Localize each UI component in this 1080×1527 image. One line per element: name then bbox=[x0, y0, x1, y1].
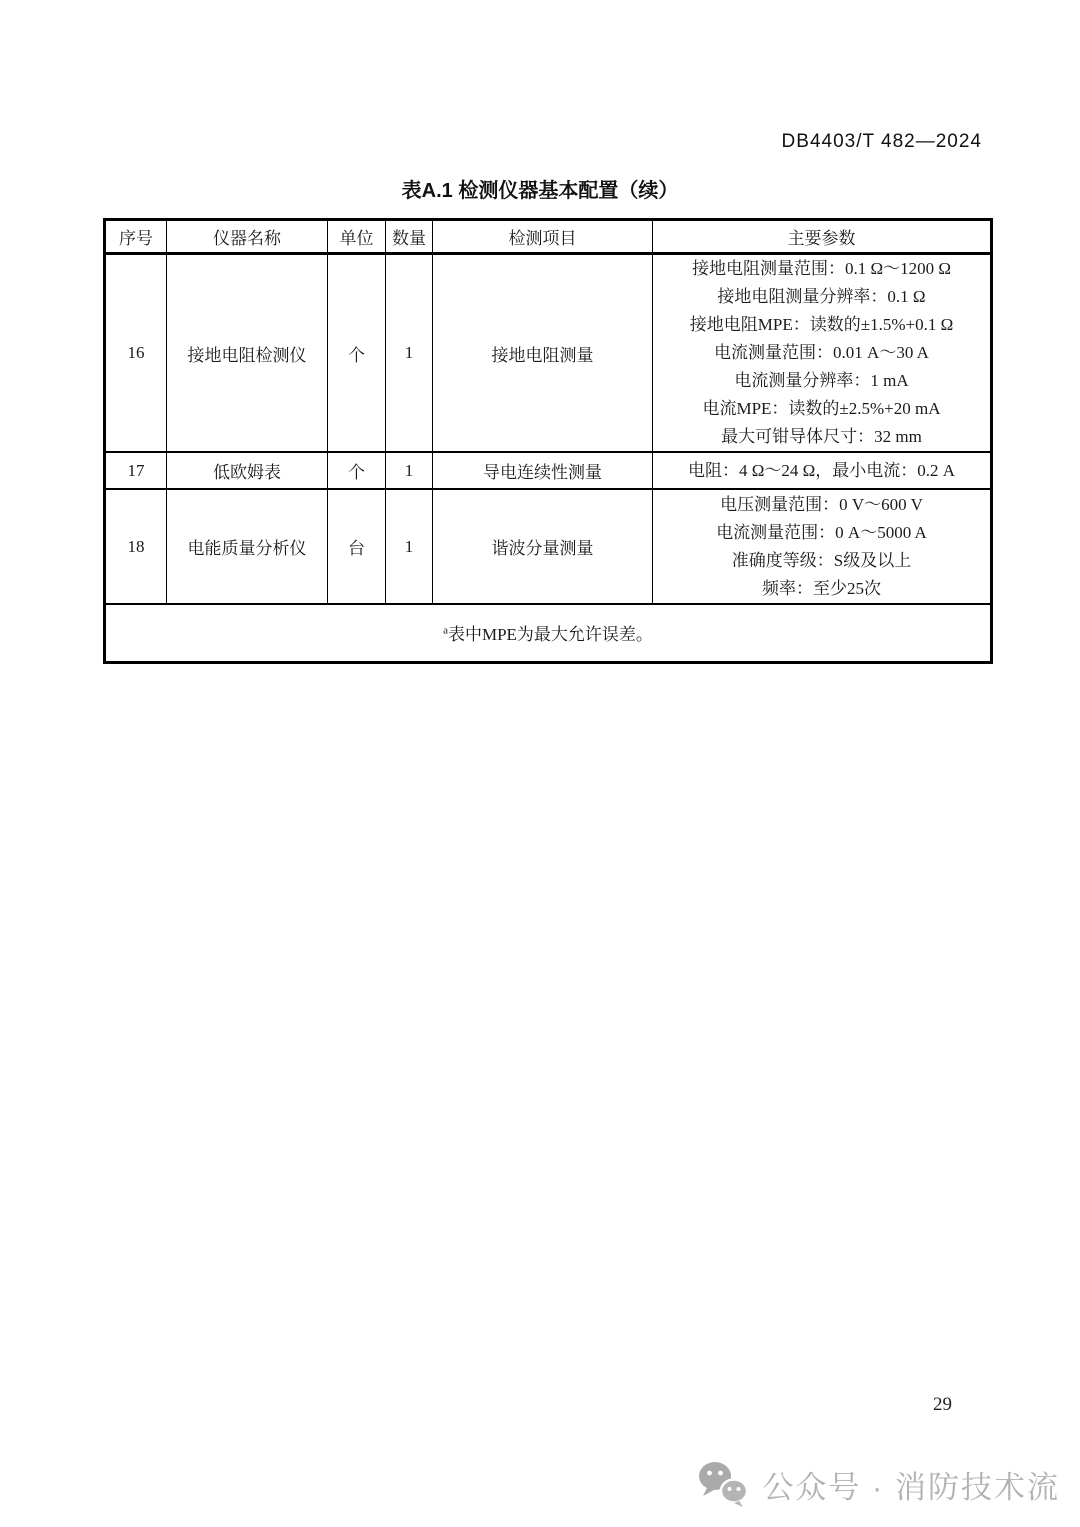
param-line: 电流MPE：读数的±2.5%+20 mA bbox=[702, 399, 941, 418]
cell-qty: 1 bbox=[386, 489, 433, 604]
column-header-unit: 单位 bbox=[328, 220, 386, 254]
column-header-no: 序号 bbox=[105, 220, 167, 254]
table-title: 表A.1 检测仪器基本配置（续） bbox=[401, 180, 679, 202]
cell-item: 导电连续性测量 bbox=[433, 452, 653, 489]
cell-params bbox=[653, 452, 992, 489]
cell-params bbox=[653, 489, 992, 604]
column-header-item: 检测项目 bbox=[433, 220, 653, 254]
param-line: 接地电阻测量范围：0.1 Ω～1200 Ω bbox=[691, 259, 952, 278]
param-line: 电流测量范围：0 A～5000 A bbox=[716, 522, 927, 542]
param-line: 电流测量分辨率：1 mA bbox=[734, 371, 909, 390]
param-line: 电阻：4 Ω～24 Ω，最小电流：0.2 A bbox=[687, 460, 956, 480]
cell-name: 低欧姆表 bbox=[167, 452, 328, 489]
cell-qty: 1 bbox=[386, 254, 433, 453]
cell-qty: 1 bbox=[386, 452, 433, 489]
cell-no: 17 bbox=[105, 452, 167, 489]
table-footnote bbox=[105, 604, 992, 662]
footnote-text: 表中MPE为最大允许误差。 bbox=[447, 625, 653, 645]
param-line: 准确度等级：S级及以上 bbox=[731, 550, 912, 570]
param-line: 最大可钳导体尺寸：32 mm bbox=[721, 427, 922, 446]
column-header-qty: 数量 bbox=[386, 220, 433, 254]
cell-name: 电能质量分析仪 bbox=[167, 489, 328, 604]
param-line: 电压测量范围：0 V～600 V bbox=[720, 494, 923, 514]
footnote-marker: a bbox=[443, 624, 448, 637]
doc-number: DB4403/T 482—2024 bbox=[781, 131, 982, 152]
param-line: 接地电阻测量分辨率：0.1 Ω bbox=[717, 287, 926, 306]
cell-name: 接地电阻检测仪 bbox=[167, 254, 328, 453]
wechat-icon bbox=[696, 1460, 750, 1508]
watermark-text: 公众号 · 消防技术流 bbox=[762, 1469, 1060, 1505]
param-line: 频率：至少25次 bbox=[762, 578, 881, 598]
table-footnote-row bbox=[105, 604, 992, 662]
cell-unit: 台 bbox=[328, 489, 386, 604]
instruments-table bbox=[103, 218, 993, 664]
cell-no: 16 bbox=[105, 254, 167, 453]
cell-item: 谐波分量测量 bbox=[433, 489, 653, 604]
table-row bbox=[105, 452, 992, 489]
column-header-name: 仪器名称 bbox=[167, 220, 328, 254]
table-row bbox=[105, 254, 992, 453]
table-row bbox=[105, 489, 992, 604]
cell-item: 接地电阻测量 bbox=[433, 254, 653, 453]
column-header-params: 主要参数 bbox=[653, 220, 992, 254]
table-header-row bbox=[105, 220, 992, 254]
cell-unit: 个 bbox=[328, 254, 386, 453]
cell-params bbox=[653, 254, 992, 453]
watermark bbox=[696, 1460, 1060, 1508]
cell-no: 18 bbox=[105, 489, 167, 604]
cell-unit: 个 bbox=[328, 452, 386, 489]
param-line: 电流测量范围：0.01 A～30 A bbox=[714, 343, 929, 362]
page-number: 29 bbox=[933, 1394, 952, 1415]
param-line: 接地电阻MPE：读数的±1.5%+0.1 Ω bbox=[689, 315, 954, 334]
